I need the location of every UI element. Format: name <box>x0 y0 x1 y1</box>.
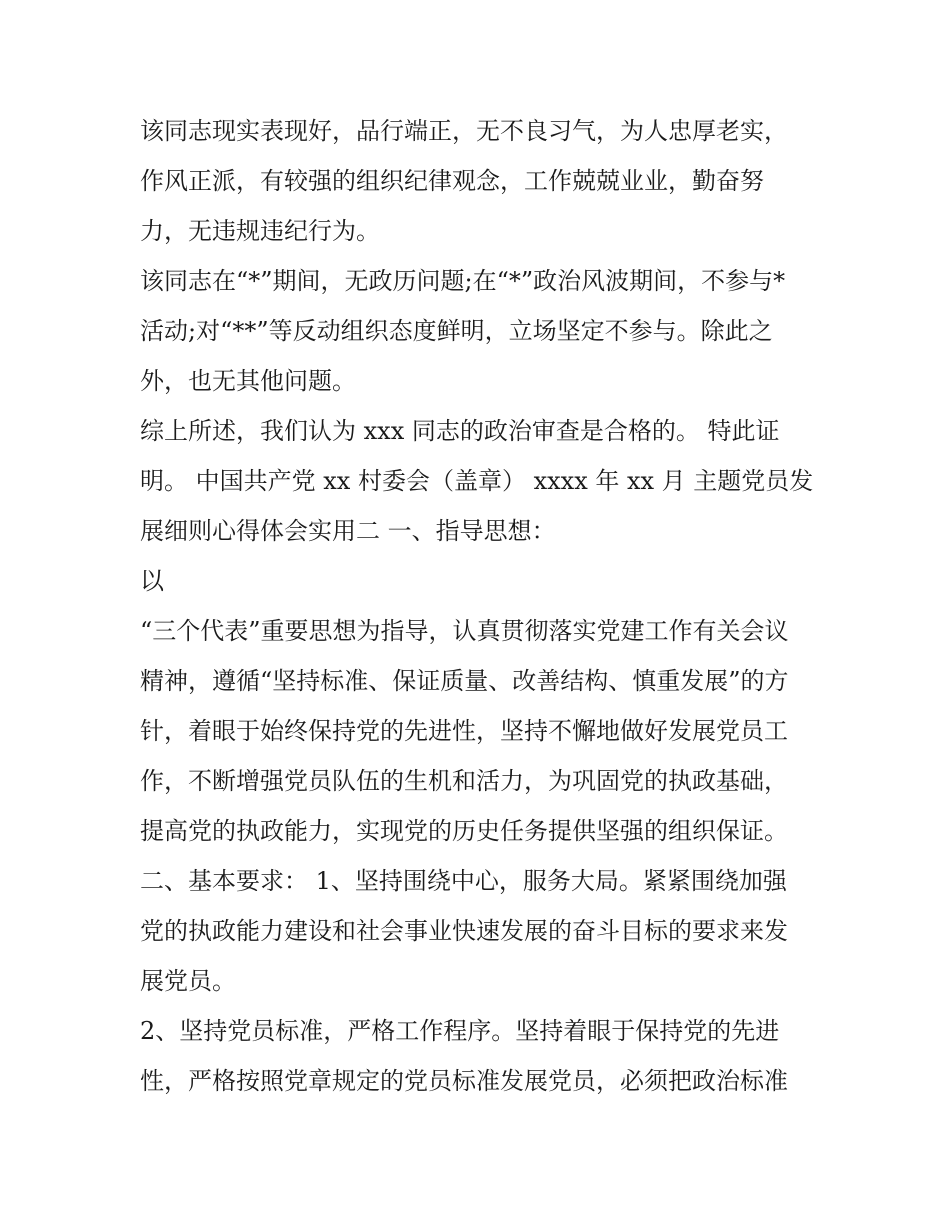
text-line: 二、基本要求： 1、坚持围绕中心，服务大局。紧紧围绕加强 <box>140 867 787 895</box>
text-line: 该同志在“*”期间，无政历问题;在“*”政治风波期间，不参与* <box>140 267 786 295</box>
text-line: 综上所述，我们认为 xxx 同志的政治审查是合格的。 特此证 <box>140 417 780 445</box>
text-line: 提高党的执政能力，实现党的历史任务提供坚强的组织保证。 <box>140 817 788 845</box>
text-line: 性，严格按照党章规定的党员标准发展党员，必须把政治标准 <box>140 1067 788 1095</box>
text-line: 作，不断增强党员队伍的生机和活力，为巩固党的执政基础， <box>140 767 788 795</box>
text-line: 针，着眼于始终保持党的先进性，坚持不懈地做好发展党员工 <box>140 717 788 745</box>
text-line: 以 <box>140 567 164 595</box>
text-line: 展细则心得体会实用二 一、指导思想： <box>140 517 556 545</box>
text-line: “三个代表”重要思想为指导，认真贯彻落实党建工作有关会议 <box>140 617 789 645</box>
text-line: 活动;对“**”等反动组织态度鲜明，立场坚定不参与。除此之 <box>140 317 773 345</box>
text-line: 展党员。 <box>140 967 236 995</box>
text-line: 该同志现实表现好，品行端正，无不良习气，为人忠厚老实， <box>140 117 788 145</box>
text-line: 力，无违规违纪行为。 <box>140 217 380 245</box>
text-line: 外，也无其他问题。 <box>140 367 356 395</box>
text-line: 2、坚持党员标准，严格工作程序。坚持着眼于保持党的先进 <box>140 1017 780 1045</box>
text-line: 明。 中国共产党 xx 村委会（盖章） xxxx 年 xx 月 主题党员发 <box>140 467 814 495</box>
text-line: 党的执政能力建设和社会事业快速发展的奋斗目标的要求来发 <box>140 917 788 945</box>
text-line: 作风正派，有较强的组织纪律观念，工作兢兢业业，勤奋努 <box>140 167 764 195</box>
text-line: 精神，遵循“坚持标准、保证质量、改善结构、慎重发展”的方 <box>140 667 789 695</box>
document-body <box>140 106 830 1106</box>
